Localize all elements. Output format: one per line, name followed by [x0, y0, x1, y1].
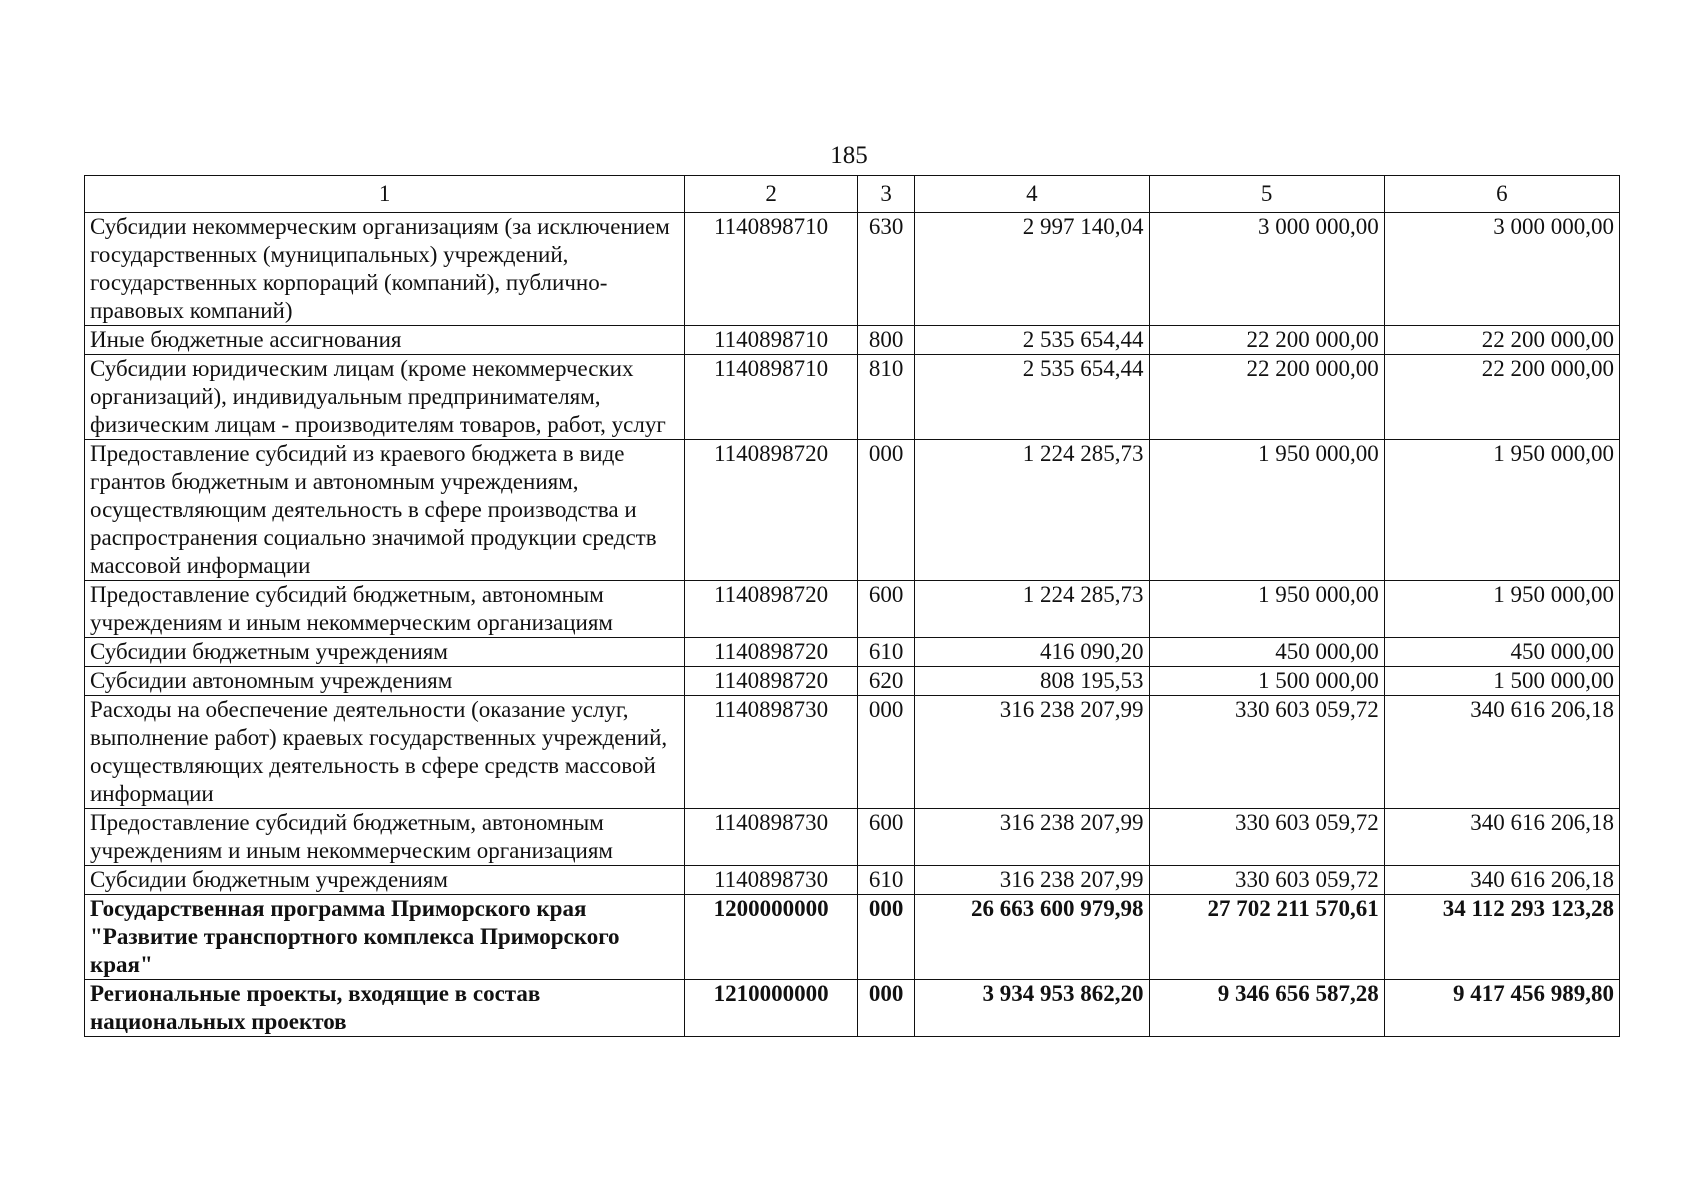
target-article-code: 1140898720 — [685, 581, 858, 638]
target-article-code: 1140898720 — [685, 638, 858, 667]
amount-col-6: 34 112 293 123,28 — [1384, 895, 1619, 980]
target-article-code: 1140898730 — [685, 866, 858, 895]
amount-col-4: 1 224 285,73 — [915, 581, 1149, 638]
table-body — [85, 213, 1620, 1037]
amount-col-6: 22 200 000,00 — [1384, 355, 1619, 440]
target-article-code: 1140898730 — [685, 696, 858, 809]
column-header-3: 3 — [858, 176, 915, 213]
amount-col-6: 340 616 206,18 — [1384, 696, 1619, 809]
table-row — [85, 809, 1620, 866]
amount-col-4: 416 090,20 — [915, 638, 1149, 667]
expense-kind-code: 610 — [858, 866, 915, 895]
amount-col-6: 340 616 206,18 — [1384, 866, 1619, 895]
expense-kind-code: 000 — [858, 895, 915, 980]
column-number-row — [85, 176, 1620, 213]
expense-kind-code: 800 — [858, 326, 915, 355]
column-header-6: 6 — [1384, 176, 1619, 213]
amount-col-5: 22 200 000,00 — [1149, 326, 1384, 355]
row-name: Субсидии автономным учреждениям — [85, 667, 685, 696]
row-name: Субсидии юридическим лицам (кроме некоммерческих организаций), индивидуальным предпринимателям, физическим лицам - производителям товаров, работ, услуг — [85, 355, 685, 440]
budget-table — [84, 175, 1620, 1037]
amount-col-5: 9 346 656 587,28 — [1149, 980, 1384, 1037]
amount-col-4: 808 195,53 — [915, 667, 1149, 696]
expense-kind-code: 630 — [858, 213, 915, 326]
expense-kind-code: 000 — [858, 440, 915, 581]
target-article-code: 1140898710 — [685, 326, 858, 355]
expense-kind-code: 600 — [858, 809, 915, 866]
column-header-1: 1 — [85, 176, 685, 213]
amount-col-4: 2 535 654,44 — [915, 355, 1149, 440]
column-header-4: 4 — [915, 176, 1149, 213]
page-number: 185 — [830, 142, 868, 169]
amount-col-4: 316 238 207,99 — [915, 866, 1149, 895]
row-name: Предоставление субсидий из краевого бюджета в виде грантов бюджетным и автономным учреждениям, осуществляющим деятельность в сфере производства и распространения социально значимой продукции средств массовой информации — [85, 440, 685, 581]
table-row — [85, 355, 1620, 440]
expense-kind-code: 000 — [858, 696, 915, 809]
amount-col-6: 22 200 000,00 — [1384, 326, 1619, 355]
row-name: Субсидии некоммерческим организациям (за исключением государственных (муниципальных) учреждений, государственных корпораций (компаний), публично-правовых компаний) — [85, 213, 685, 326]
amount-col-5: 330 603 059,72 — [1149, 696, 1384, 809]
amount-col-6: 9 417 456 989,80 — [1384, 980, 1619, 1037]
amount-col-5: 450 000,00 — [1149, 638, 1384, 667]
amount-col-6: 340 616 206,18 — [1384, 809, 1619, 866]
row-name: Государственная программа Приморского края "Развитие транспортного комплекса Приморского края" — [85, 895, 685, 980]
target-article-code: 1210000000 — [685, 980, 858, 1037]
expense-kind-code: 600 — [858, 581, 915, 638]
table-row — [85, 866, 1620, 895]
amount-col-5: 22 200 000,00 — [1149, 355, 1384, 440]
row-name: Расходы на обеспечение деятельности (оказание услуг, выполнение работ) краевых государственных учреждений, осуществляющих деятельность в сфере средств массовой информации — [85, 696, 685, 809]
column-header-2: 2 — [685, 176, 858, 213]
expense-kind-code: 610 — [858, 638, 915, 667]
amount-col-6: 1 950 000,00 — [1384, 581, 1619, 638]
target-article-code: 1140898710 — [685, 355, 858, 440]
row-name: Субсидии бюджетным учреждениям — [85, 638, 685, 667]
row-name: Иные бюджетные ассигнования — [85, 326, 685, 355]
target-article-code: 1140898710 — [685, 213, 858, 326]
amount-col-5: 1 950 000,00 — [1149, 440, 1384, 581]
amount-col-6: 1 950 000,00 — [1384, 440, 1619, 581]
amount-col-5: 1 950 000,00 — [1149, 581, 1384, 638]
table-row — [85, 696, 1620, 809]
amount-col-4: 316 238 207,99 — [915, 809, 1149, 866]
target-article-code: 1200000000 — [685, 895, 858, 980]
expense-kind-code: 620 — [858, 667, 915, 696]
amount-col-6: 450 000,00 — [1384, 638, 1619, 667]
amount-col-4: 26 663 600 979,98 — [915, 895, 1149, 980]
target-article-code: 1140898720 — [685, 667, 858, 696]
row-name: Субсидии бюджетным учреждениям — [85, 866, 685, 895]
table-row — [85, 638, 1620, 667]
table-row — [85, 581, 1620, 638]
table-row — [85, 667, 1620, 696]
row-name: Региональные проекты, входящие в состав национальных проектов — [85, 980, 685, 1037]
amount-col-6: 1 500 000,00 — [1384, 667, 1619, 696]
table-row — [85, 895, 1620, 980]
column-header-5: 5 — [1149, 176, 1384, 213]
row-name: Предоставление субсидий бюджетным, автономным учреждениям и иным некоммерческим организациям — [85, 581, 685, 638]
amount-col-5: 330 603 059,72 — [1149, 866, 1384, 895]
table-row — [85, 980, 1620, 1037]
amount-col-4: 2 535 654,44 — [915, 326, 1149, 355]
table-row — [85, 326, 1620, 355]
amount-col-4: 3 934 953 862,20 — [915, 980, 1149, 1037]
amount-col-5: 1 500 000,00 — [1149, 667, 1384, 696]
target-article-code: 1140898730 — [685, 809, 858, 866]
amount-col-5: 3 000 000,00 — [1149, 213, 1384, 326]
amount-col-4: 316 238 207,99 — [915, 696, 1149, 809]
amount-col-6: 3 000 000,00 — [1384, 213, 1619, 326]
amount-col-4: 2 997 140,04 — [915, 213, 1149, 326]
expense-kind-code: 000 — [858, 980, 915, 1037]
row-name: Предоставление субсидий бюджетным, автономным учреждениям и иным некоммерческим организациям — [85, 809, 685, 866]
target-article-code: 1140898720 — [685, 440, 858, 581]
amount-col-5: 27 702 211 570,61 — [1149, 895, 1384, 980]
expense-kind-code: 810 — [858, 355, 915, 440]
amount-col-5: 330 603 059,72 — [1149, 809, 1384, 866]
amount-col-4: 1 224 285,73 — [915, 440, 1149, 581]
table-row — [85, 440, 1620, 581]
table-row — [85, 213, 1620, 326]
